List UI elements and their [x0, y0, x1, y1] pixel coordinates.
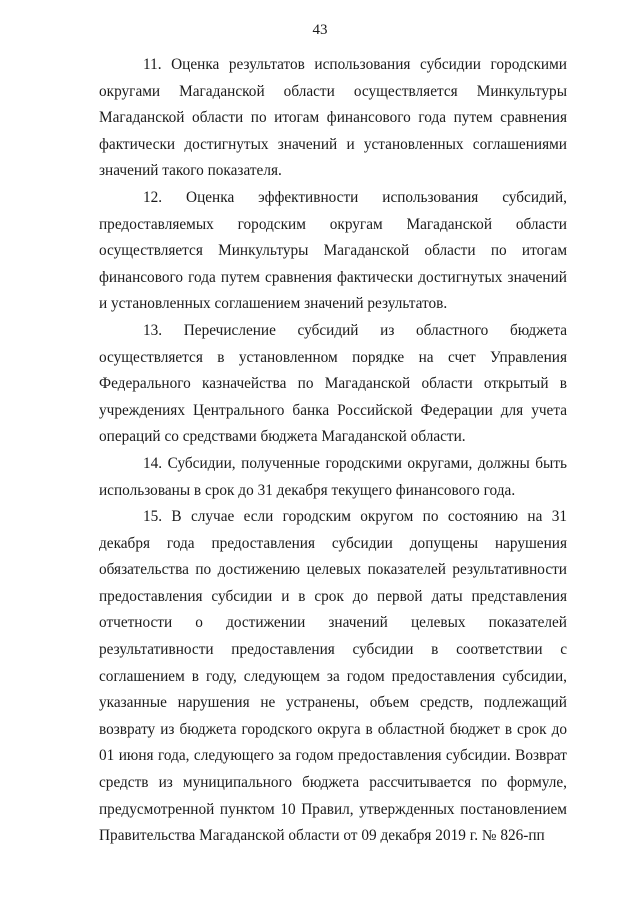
- paragraph-11: 11. Оценка результатов использования субсидии городскими округами Магаданской области осуществляется Минкультуры Магаданской области по итогам финансового года путем сравнения фактически достигнутых значений и установленных соглашениями значений такого показателя.: [99, 56, 567, 180]
- paragraph-13: 13. Перечисление субсидий из областного бюджета осуществляется в установленном порядке на счет Управления Федерального казначейства по Магаданской области открытый в учреждениях Центрального банка Российской Федерации для учета операций со средствами бюджета Магаданской области.: [99, 321, 567, 446]
- paragraph-12: 12. Оценка эффективности использования субсидий, предоставляемых городским округам Магаданской области осуществляется Минкультуры Магаданской области по итогам финансового года путем сравнения фактически достигнутых значений и установленных соглашением значений результатов.: [99, 188, 567, 313]
- paragraph-15: 15. В случае если городским округом по состоянию на 31 декабря года предоставления субсидии допущены нарушения обязательства по достижению целевых показателей результативности предоставления субсидии и в срок до первой даты представления отчетности о достижении значений целевых показателей результативности предоставления субсидии в соответствии с соглашением в году, следующем за годом предоставления субсидии, указанные нарушения не устранены, объем средств, подлежащий возврату из бюджета городского округа в областной бюджет в срок до 01 июня года, следующего за годом предоставления субсидии. Возврат средств из муниципального бюджета рассчитывается по формуле, предусмотренной пунктом 10 Правил, утвержденных постановлением Правительства Магаданской области от 09 декабря 2019 г. № 826-пп: [99, 508, 567, 845]
- page-number: 43: [312, 22, 328, 38]
- paragraph-14: 14. Субсидии, полученные городскими округами, должны быть использованы в срок до 31 декабря текущего финансового года.: [99, 454, 567, 499]
- document-body: [99, 52, 567, 850]
